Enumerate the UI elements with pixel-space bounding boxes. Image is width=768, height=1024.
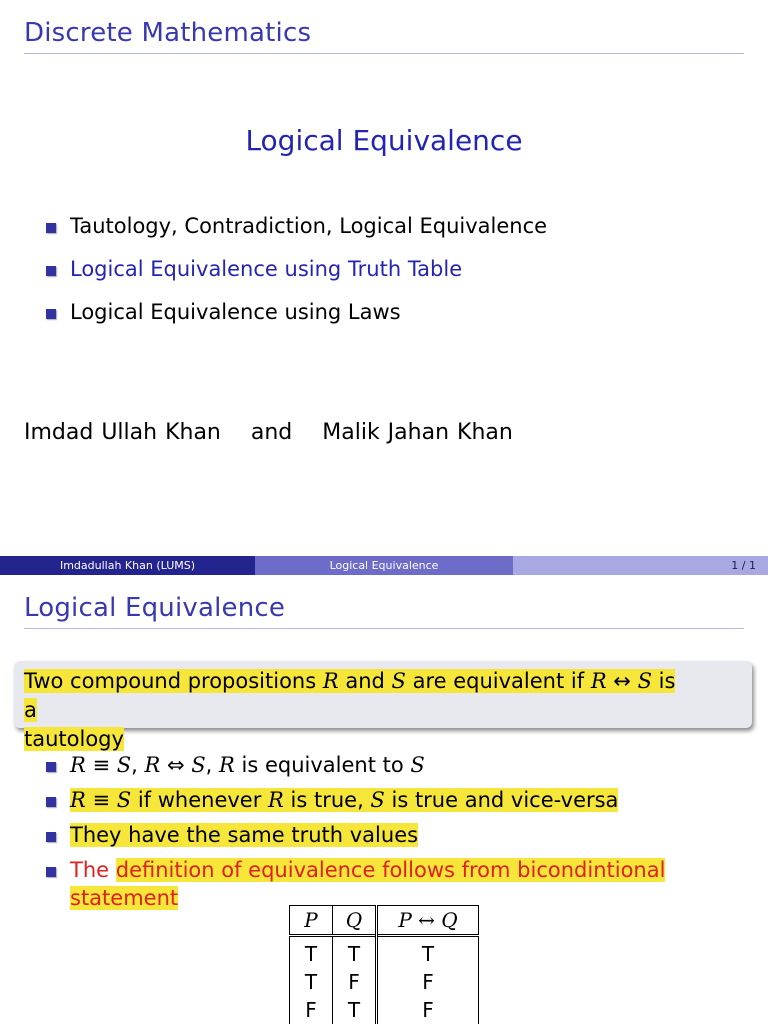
table-cell: T bbox=[377, 940, 479, 968]
text-run: is equivalent to bbox=[234, 753, 411, 777]
table-row bbox=[290, 968, 479, 996]
title-rule bbox=[24, 628, 744, 629]
math-operator: ↔ bbox=[606, 669, 638, 693]
title-rule bbox=[24, 53, 744, 54]
text-run: , bbox=[205, 753, 220, 777]
table-row bbox=[290, 996, 479, 1024]
math-operator: ≡ bbox=[85, 788, 117, 812]
table-cell: F bbox=[377, 968, 479, 996]
table-cell: F bbox=[290, 996, 333, 1024]
table-cell: F bbox=[377, 996, 479, 1024]
content-slide bbox=[0, 575, 768, 1024]
footer-bar bbox=[0, 556, 768, 575]
math-var: R bbox=[590, 669, 607, 693]
column-header: P bbox=[290, 906, 333, 936]
math-var: R bbox=[70, 788, 86, 812]
table-cell: F bbox=[333, 968, 377, 996]
math-var: S bbox=[410, 753, 425, 777]
column-header: Q bbox=[333, 906, 377, 936]
outline-item bbox=[46, 212, 547, 255]
table-cell: T bbox=[290, 940, 333, 968]
lecture-title: Logical Equivalence bbox=[245, 124, 523, 157]
text-run: is true, bbox=[283, 788, 371, 812]
text-run: Two compound propositions bbox=[24, 669, 323, 693]
highlight: tautology bbox=[24, 727, 124, 751]
author-name: Imdad Ullah Khan bbox=[24, 420, 221, 445]
math-var: R bbox=[322, 669, 339, 693]
text-run: are equivalent if bbox=[405, 669, 591, 693]
math-operator: ⇔ bbox=[160, 753, 192, 777]
text-run: and bbox=[338, 669, 392, 693]
list-item bbox=[46, 786, 768, 821]
list-item-text: They have the same truth values bbox=[70, 823, 419, 847]
table-cell: T bbox=[290, 968, 333, 996]
square-bullet-icon bbox=[46, 762, 56, 772]
list-item-text bbox=[70, 753, 425, 777]
math-var: S bbox=[370, 788, 385, 812]
highlight: definition of equivalence follows from bicondintional statement bbox=[70, 858, 666, 910]
outline-item-label: Logical Equivalence using Laws bbox=[70, 300, 401, 324]
list-item-text bbox=[70, 858, 665, 910]
frame-title: Logical Equivalence bbox=[24, 593, 286, 623]
outline-list bbox=[46, 212, 547, 341]
outline-item-current bbox=[46, 255, 547, 298]
math-var: R bbox=[219, 753, 235, 777]
column-header: P ↔ Q bbox=[377, 906, 479, 936]
frame-title: Discrete Mathematics bbox=[24, 18, 312, 48]
list-item-text bbox=[70, 788, 618, 812]
definition-block bbox=[14, 661, 752, 751]
definition-text bbox=[24, 667, 682, 754]
text-run: if whenever bbox=[131, 788, 269, 812]
footer-page-number: 1 / 1 bbox=[513, 556, 768, 575]
outline-item-label: Logical Equivalence using Truth Table bbox=[70, 257, 463, 281]
author-name: Malik Jahan Khan bbox=[322, 420, 513, 445]
square-bullet-icon bbox=[46, 797, 56, 807]
math-var: S bbox=[116, 788, 132, 812]
outline-item bbox=[46, 298, 547, 341]
authors-and: and bbox=[250, 420, 293, 445]
footer-author: Imdadullah Khan (LUMS) bbox=[0, 556, 255, 575]
square-bullet-icon bbox=[46, 867, 56, 877]
square-bullet-icon bbox=[46, 832, 56, 842]
highlight bbox=[24, 669, 675, 722]
math-operator: ≡ bbox=[85, 753, 117, 777]
outline-item-label: Tautology, Contradiction, Logical Equivalence bbox=[70, 214, 548, 238]
square-bullet-icon bbox=[46, 223, 56, 233]
math-var: R bbox=[268, 788, 284, 812]
square-bullet-icon bbox=[46, 266, 56, 276]
list-item bbox=[46, 856, 768, 910]
authors-line bbox=[24, 420, 513, 445]
math-var: R bbox=[70, 753, 86, 777]
table-cell: T bbox=[333, 996, 377, 1024]
math-var: S bbox=[191, 753, 206, 777]
text-run: is a bbox=[24, 669, 676, 722]
table-cell: T bbox=[333, 940, 377, 968]
list-item bbox=[46, 821, 768, 856]
table-header-row bbox=[290, 906, 479, 936]
footer-title: Logical Equivalence bbox=[255, 556, 513, 575]
truth-table bbox=[289, 905, 479, 1024]
text-run: , bbox=[131, 753, 145, 777]
math-var: R bbox=[144, 753, 161, 777]
math-var: S bbox=[637, 669, 652, 693]
square-bullet-icon bbox=[46, 309, 56, 319]
bullet-list bbox=[46, 751, 768, 910]
math-var: S bbox=[391, 669, 406, 693]
table-row bbox=[290, 940, 479, 968]
math-var: S bbox=[116, 753, 132, 777]
text-run: The bbox=[70, 858, 116, 882]
list-item bbox=[46, 751, 768, 786]
text-run: is true and vice-versa bbox=[384, 788, 619, 812]
